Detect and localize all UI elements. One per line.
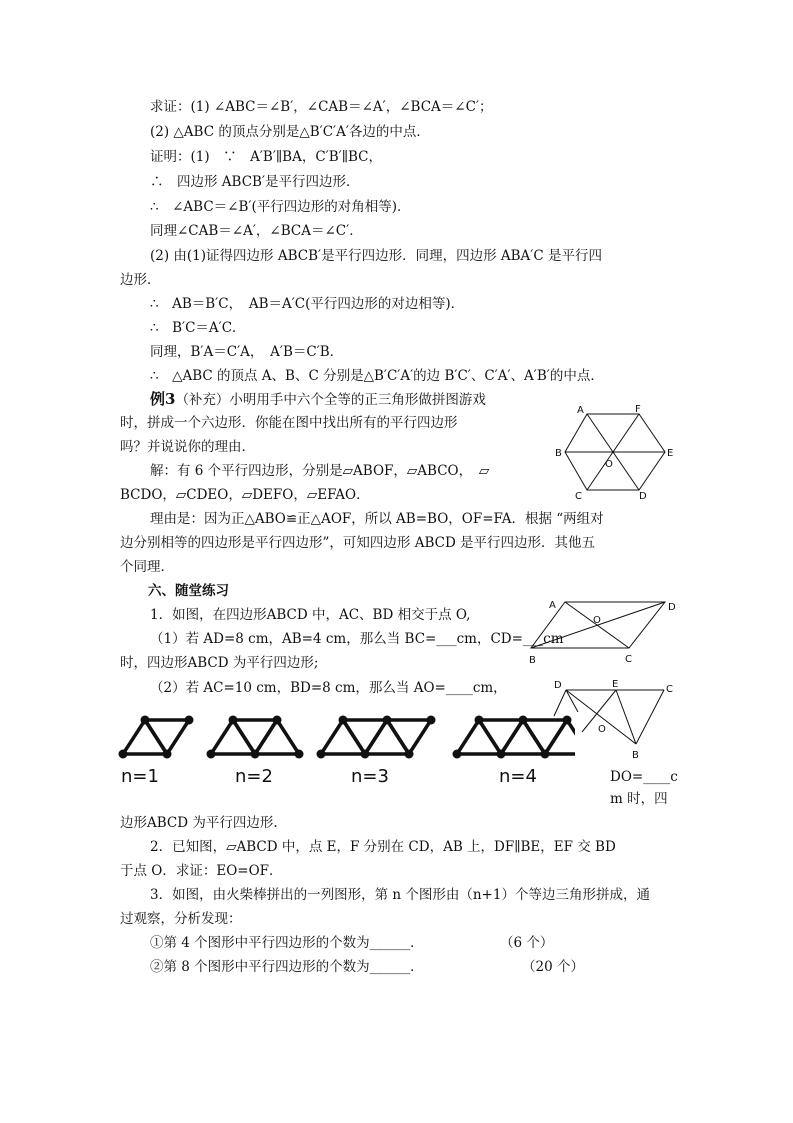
matchstick-n1 [123,720,189,754]
text-line: DO=____c [610,769,678,785]
text-line: 解：有 6 个平行四边形，分别是▱ABOF，▱ABCO， ▱ [150,463,490,479]
vertex-label-o: O [605,459,613,470]
matchstick-label-n4: n=4 [499,766,537,787]
matchstick-label-n2: n=2 [235,766,273,787]
text-line: 证明：(1) ∵ A′B′∥BA，C′B′∥BC， [150,149,382,165]
text-line: m 时，四 [610,791,668,807]
text-line: 吗？并说说你的理由． [120,439,255,455]
text-line: 理由是：因为正△ABO≌正△AOF，所以 AB=BO，OF=FA．根据 “两组对 [150,511,604,527]
quadrilateral-figure [525,596,685,671]
text-line: 边分别相等的四边形是平行四边形”，可知四边形 ABCD 是平行四边形．其他五 [120,535,596,551]
vertex-label-a: A [549,600,556,611]
vertex-label-f: F [635,404,641,415]
text-line: 1．如图，在四边形ABCD 中，AC、BD 相交于点 O, [150,607,471,623]
vertex-label-b: B [632,750,639,761]
hexagon-figure [555,400,675,500]
section-heading: 六、随堂练习 [148,583,229,599]
vertex-label-d: D [554,680,562,691]
text-line: 边形． [120,272,161,288]
matchstick-n2 [211,720,299,754]
text-line: 3．如图，由火柴棒拼出的一列图形，第 n 个图形由（n+1）个等边三角形拼成，通 [150,887,650,903]
vertex-label-e: E [667,448,674,459]
text-line: （2）若 AC=10 cm，BD=8 cm，那么当 AO=____cm， [150,680,507,696]
text-line: 个同理． [120,559,174,575]
vertex-label-e: E [612,679,619,690]
text-line: 过观察，分析发现： [120,911,242,927]
text-line: ∴ AB＝B′C， AB＝A′C(平行四边形的对边相等)． [150,296,465,312]
text-line: (2) 由(1)证得四边形 ABCB′是平行四边形．同理，四边形 ABA′C 是平行四 [150,248,602,264]
vertex-label-a: A [577,405,584,416]
vertex-label-c: C [575,491,582,500]
answer-text: （20 个） [522,959,584,975]
text-line: ①第 4 个图形中平行四边形的个数为______． [150,935,424,951]
text-line: ∴ △ABC 的顶点 A、B、C 分别是△B′C′A′的边 B′C′、C′A′、A′B′的中点． [150,368,604,384]
matchstick-label-n1: n=1 [121,766,159,787]
vertex-label-b: B [529,655,536,666]
matchstick-figures [115,712,575,792]
text-line: 时，拼成一个六边形．你能在图中找出所有的平行四边形 [120,415,458,431]
text-line: ②第 8 个图形中平行四边形的个数为______． [150,959,424,975]
example-heading [150,390,486,409]
matchstick-label-n3: n=3 [351,766,389,787]
hexagon-lines [565,414,665,490]
matchstick-n3 [321,720,431,754]
vertex-label-c: C [666,684,673,695]
vertex-label-o: O [593,615,601,626]
text-line: 同理，B′A＝C′A， A′B＝C′B． [150,344,344,360]
text-line: ∴ B′C＝A′C． [150,320,246,336]
vertex-label-o: O [598,724,606,735]
vertex-label-d: D [668,602,676,613]
text-line: ∴ 四边形 ABCB′是平行四边形． [150,174,360,190]
text-line: 边形ABCD 为平行四边形. [120,815,278,831]
text-line: 2．已知图，▱ABCD 中，点 E，F 分别在 CD，AB 上，DF∥BE，EF 交 BD [150,839,616,855]
vertex-label-c: C [625,654,632,665]
matchstick-n4 [457,720,575,754]
text-line: 同理∠CAB＝∠A′，∠BCA＝∠C′． [150,223,363,239]
text-line: 求证：(1) ∠ABC＝∠B′，∠CAB＝∠A′，∠BCA＝∠C′； [150,99,493,115]
example-number: 例3 [150,390,176,408]
text-line: BCDO，▱CDEO，▱DEFO，▱EFAO． [120,487,370,503]
example-text: （补充）小明用手中六个全等的正三角形做拼图游戏 [175,392,486,408]
answer-text: （6 个） [500,935,554,951]
vertex-label-b: B [555,448,562,459]
text-line: 时，四边形ABCD 为平行四边形; [120,655,319,671]
text-line: (2) △ABC 的顶点分别是△B′C′A′各边的中点． [150,124,430,140]
vertex-label-d: D [639,491,647,500]
text-line: （1）若 AD=8 cm，AB=4 cm，那么当 BC=___cm，CD=___cm [150,631,564,647]
text-line: ∴ ∠ABC＝∠B′(平行四边形的对角相等)． [150,199,411,215]
text-line: 于点 O．求证：EO=OF． [120,863,283,879]
